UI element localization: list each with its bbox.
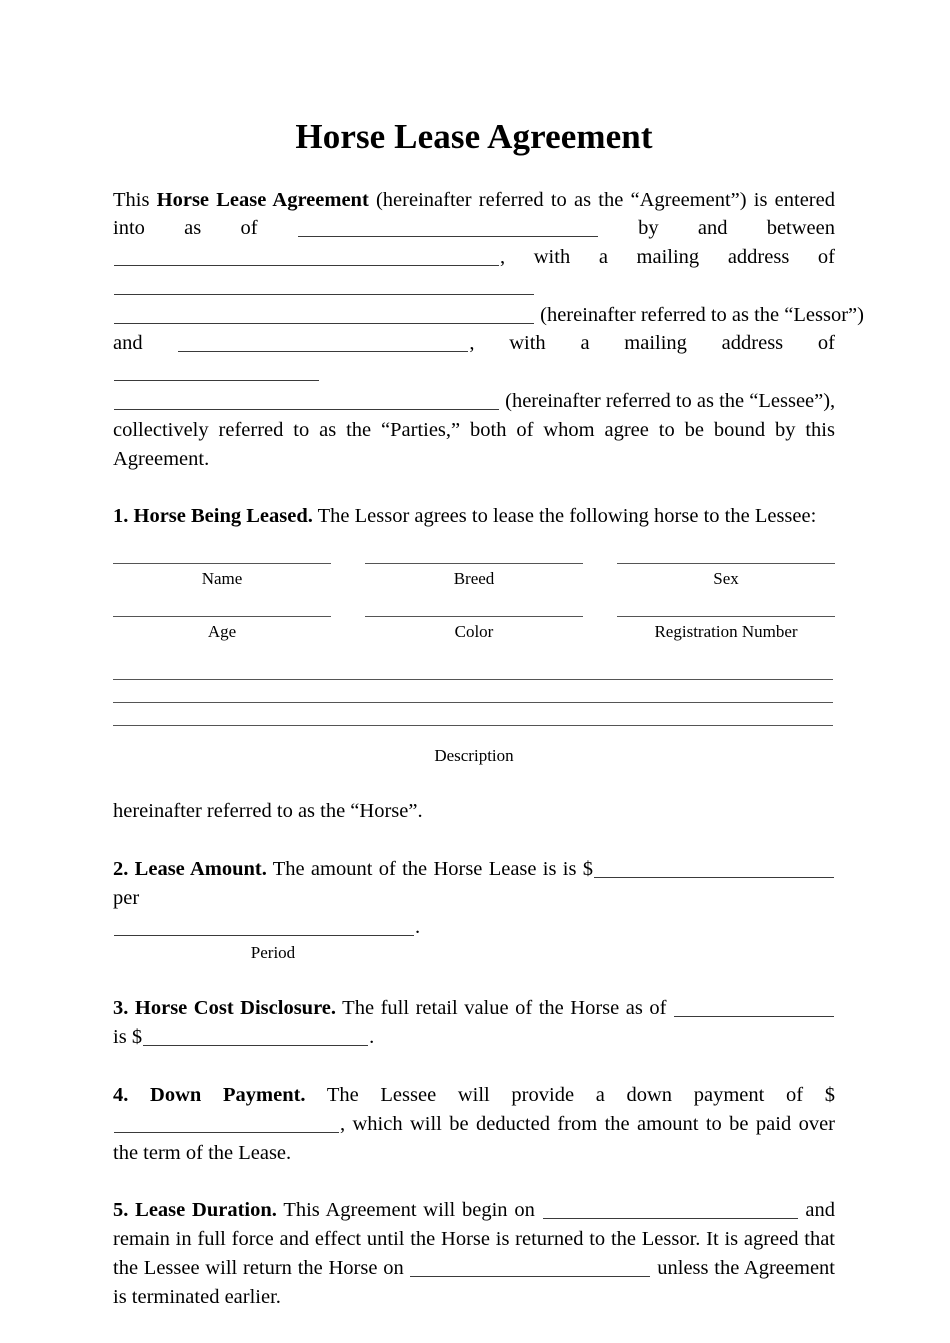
section-3-body-b: is: [113, 1026, 132, 1049]
description-input-line-1[interactable]: [113, 679, 833, 680]
field-sex: [617, 563, 835, 594]
field-name: [113, 563, 331, 594]
horse-fields-row-2: [113, 616, 835, 647]
intro-text-1: This: [113, 188, 157, 211]
section-2-body-a: The amount of the Horse Lease is is $: [266, 858, 593, 881]
section-1-closing: hereinafter referred to as the “Horse”.: [113, 800, 423, 823]
field-color-label: Color: [454, 622, 494, 642]
description-input-line-2[interactable]: [113, 702, 833, 703]
horse-fields-row-1: [113, 563, 835, 594]
section-4-body-b: $: [824, 1084, 836, 1107]
section-3-body-a: The full retail value of the Horse as of: [336, 997, 673, 1020]
section-2-paragraph: [113, 855, 835, 913]
lessee-note-label: (hereinafter referred to as the “Lessee”),: [505, 390, 836, 413]
section-2-body-b: per: [113, 886, 140, 909]
intro-text-3: by and between: [598, 217, 835, 240]
field-age: [113, 616, 331, 647]
lessee-address-blank-line1[interactable]: [114, 361, 319, 381]
document-content: [113, 0, 864, 1312]
lessor-address-blank-line2[interactable]: [114, 303, 534, 323]
intro-paragraph-part3: collectively referred to as the “Parties,” both of whom agree to be bound by this Agreement.: [113, 418, 835, 470]
lessee-address-row2: [113, 387, 835, 416]
intro-text-5: and: [113, 332, 178, 355]
intro-text-6: , with a mailing address of: [469, 332, 835, 355]
section-4-paragraph: [113, 1081, 835, 1167]
intro-paragraph-part1: [113, 186, 835, 301]
intro-text-4: , with a mailing address of: [500, 246, 835, 269]
section-5-paragraph: [113, 1196, 835, 1311]
field-sex-label: Sex: [713, 569, 739, 589]
page-title: Horse Lease Agreement: [295, 117, 653, 156]
section-3-paragraph: [113, 994, 835, 1052]
horse-description-block: [113, 679, 835, 768]
intro-text-2: (hereinafter referred to as the “Agreement”) is entered into as of: [113, 188, 835, 240]
field-breed: [365, 563, 583, 594]
lease-amount-blank[interactable]: [594, 858, 834, 878]
effective-date-blank[interactable]: [298, 217, 598, 237]
lease-period-label: Period: [250, 943, 296, 963]
section-5-body-b: and remain in full force and effect until the Horse is returned to the Lessor. It is agreed that the Lessee will return the Horse on: [113, 1199, 836, 1280]
section-1-body: The Lessor agrees to lease the following horse to the Lessee:: [312, 505, 817, 528]
field-registration-number: [617, 616, 835, 647]
intro-paragraph-part2: [113, 329, 835, 387]
field-breed-label: Breed: [453, 569, 495, 589]
section-1-paragraph: [113, 502, 835, 531]
down-payment-blank[interactable]: [114, 1112, 339, 1132]
lessee-name-blank[interactable]: [178, 332, 468, 352]
valuation-date-blank[interactable]: [674, 997, 834, 1017]
field-name-label: Name: [201, 569, 243, 589]
lessor-name-blank[interactable]: [114, 246, 499, 266]
section-3-body-c: $: [131, 1026, 143, 1049]
description-input-line-3[interactable]: [113, 725, 833, 726]
section-3-body-d: .: [369, 1026, 375, 1049]
lessor-address-row2: [113, 301, 864, 330]
horse-fields-grid: [113, 563, 835, 647]
section-4-body-c: , which will be deducted from the amount to be paid over the term of the Lease.: [113, 1112, 835, 1164]
lease-start-date-blank[interactable]: [543, 1199, 798, 1219]
field-registration-number-label: Registration Number: [654, 622, 798, 642]
section-5-body-a: This Agreement will begin on: [276, 1199, 542, 1222]
horse-return-date-blank[interactable]: [410, 1257, 650, 1277]
section-1-heading: 1. Horse Being Leased.: [113, 505, 313, 528]
description-label: Description: [434, 746, 514, 766]
section-5-body-c: unless the Agreement is terminated earlier.: [113, 1257, 835, 1308]
lease-period-row: [113, 913, 835, 942]
section-2-period-punct: .: [415, 915, 421, 938]
section-4-heading: 4. Down Payment.: [113, 1084, 306, 1107]
section-5-heading: 5. Lease Duration.: [113, 1199, 277, 1222]
retail-value-blank[interactable]: [143, 1026, 368, 1046]
lessor-address-blank-line1[interactable]: [114, 274, 534, 294]
intro-agreement-name: Horse Lease Agreement: [156, 188, 369, 211]
lessor-note-label: (hereinafter referred to as the “Lessor”): [540, 303, 864, 326]
section-4-body-a: The Lessee will provide a down payment of: [305, 1084, 825, 1107]
section-2-heading: 2. Lease Amount.: [113, 858, 267, 881]
section-3-heading: 3. Horse Cost Disclosure.: [113, 997, 337, 1020]
field-color: [365, 616, 583, 647]
field-age-label: Age: [207, 622, 237, 642]
lessee-address-blank-line2[interactable]: [114, 390, 499, 410]
lease-period-blank[interactable]: [114, 915, 414, 935]
